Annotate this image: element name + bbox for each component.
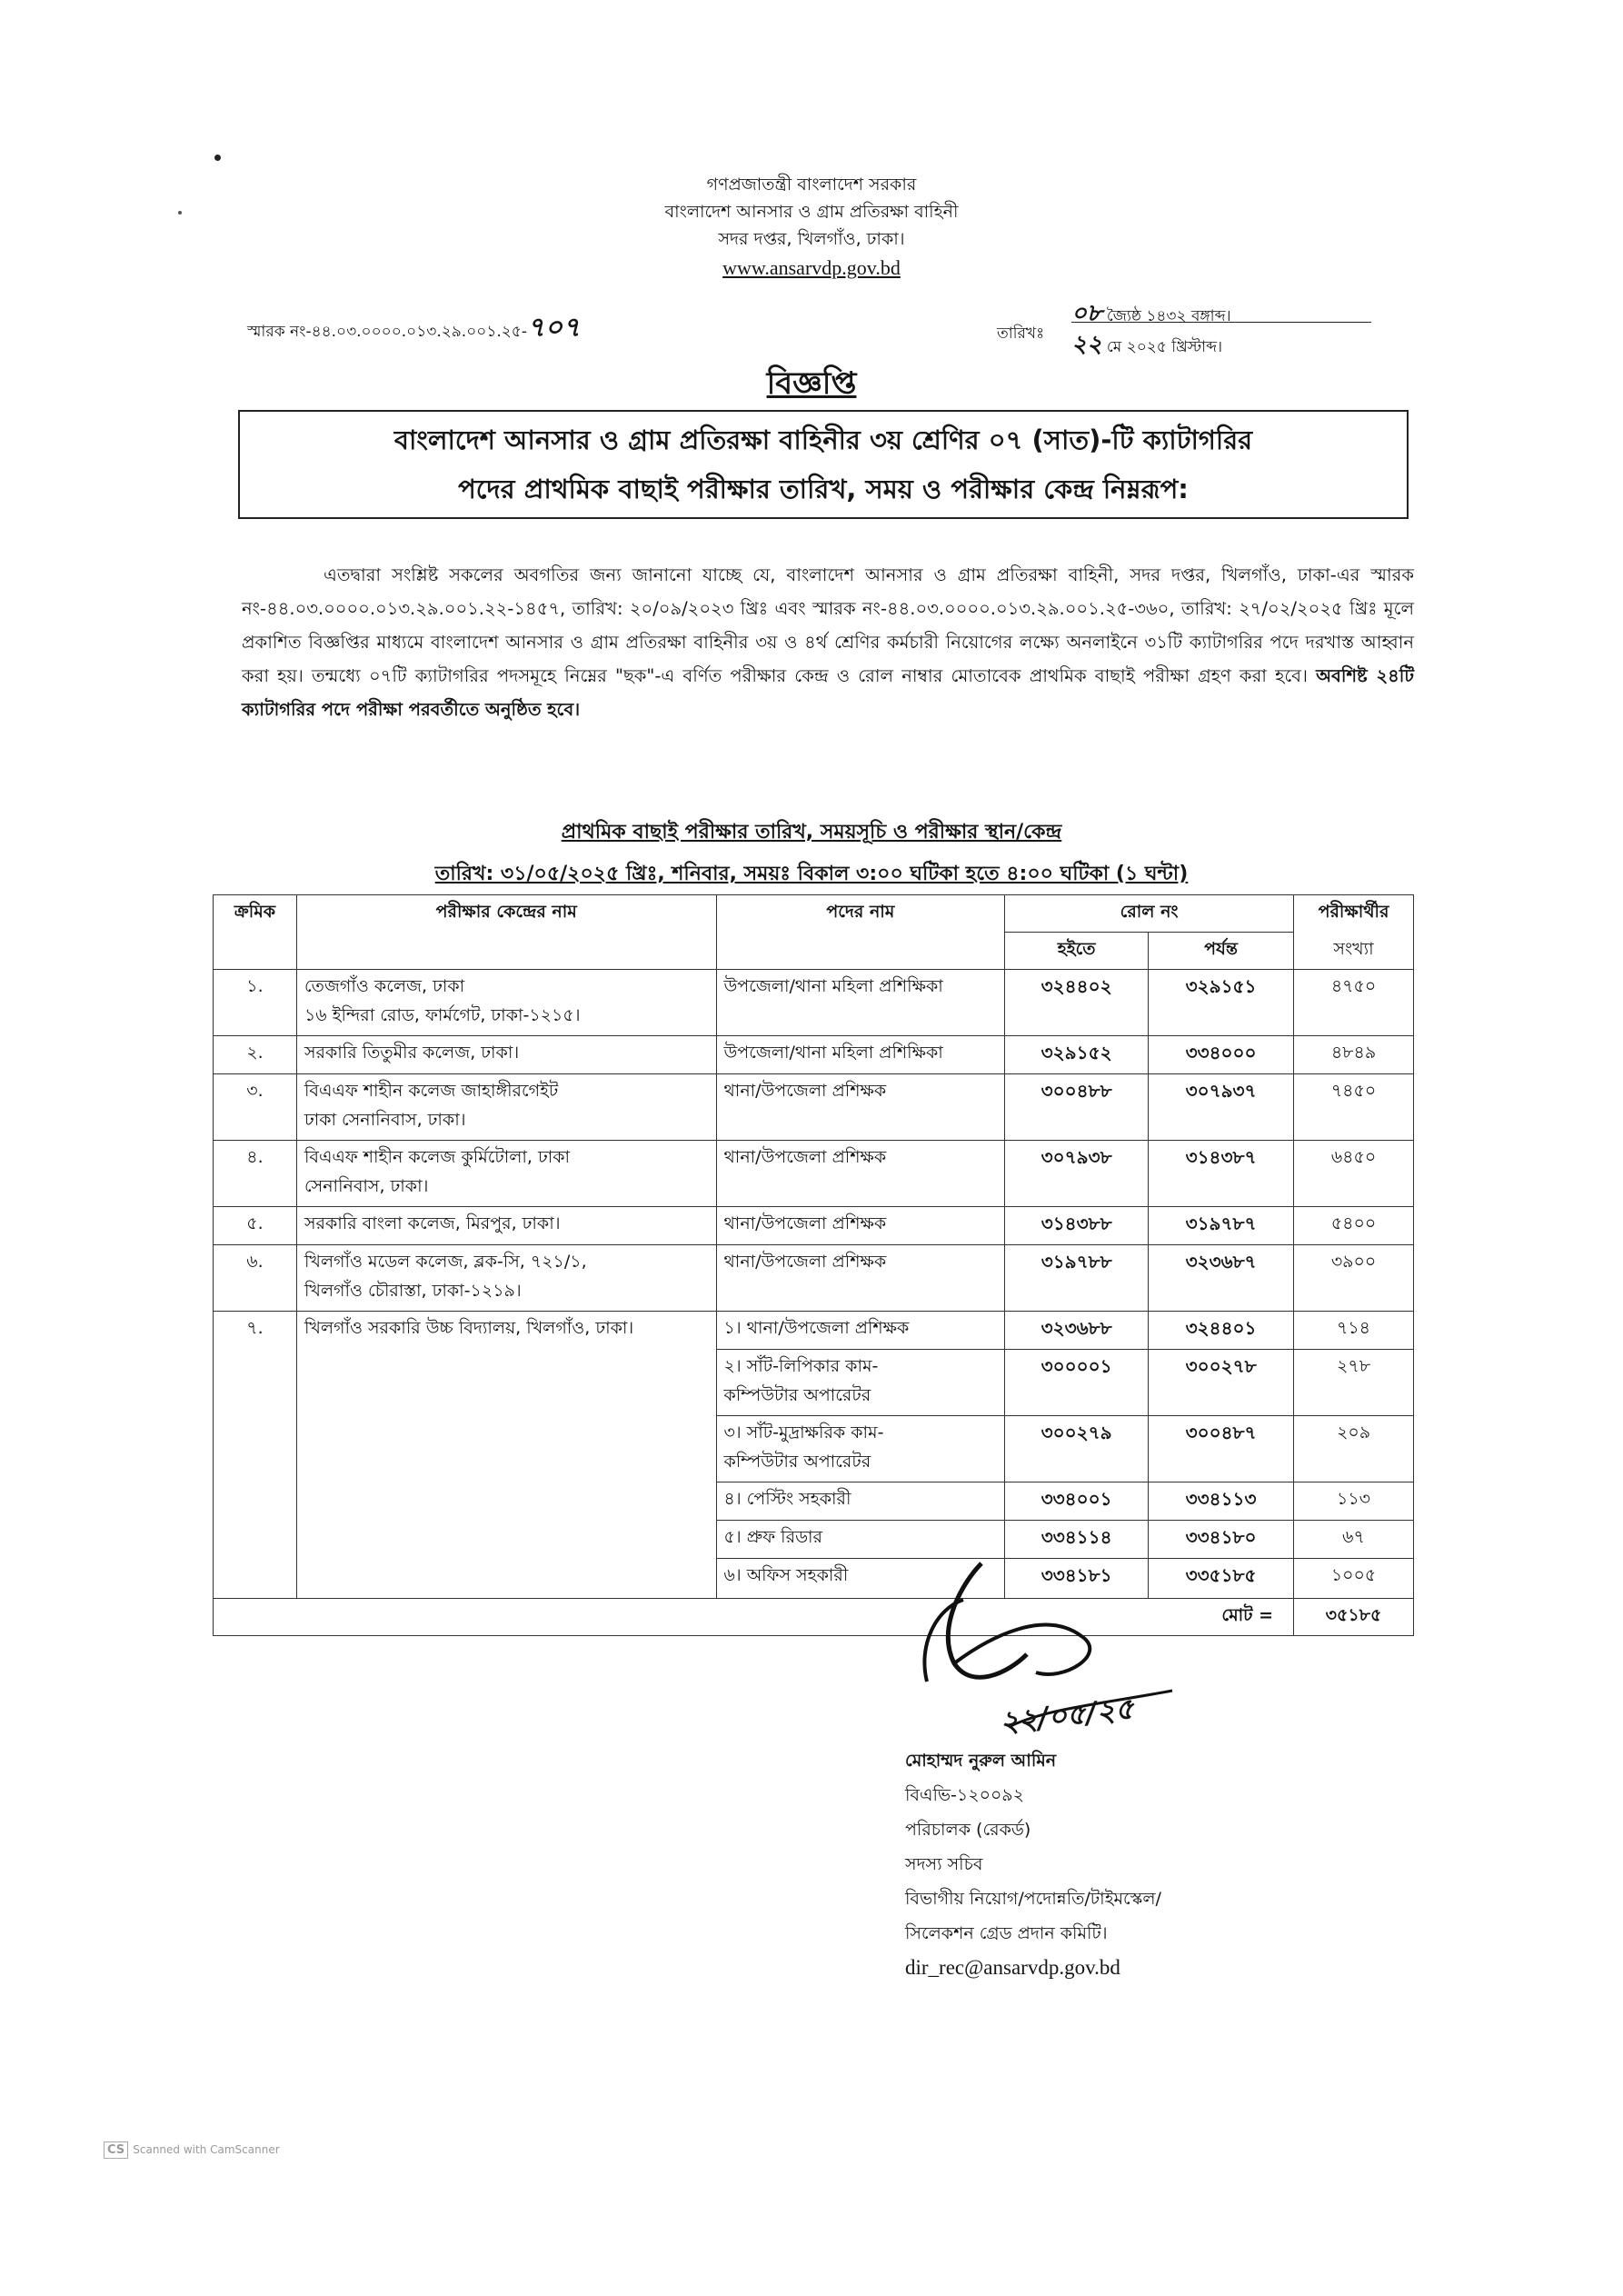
cell-post — [716, 1416, 1005, 1482]
center-line-2: সেনানিবাস, ঢাকা। — [304, 1176, 429, 1196]
th-center: পরীক্ষার কেন্দ্রের নাম — [296, 895, 716, 970]
cell-post: ৫। প্রুফ রিডার — [716, 1521, 1005, 1559]
th-roll: রোল নং — [1005, 895, 1294, 933]
cell-roll-from: ৩১৪৩৮৮ — [1005, 1207, 1149, 1245]
memo-number — [247, 305, 581, 352]
center-line-2: ঢাকা সেনানিবাস, ঢাকা। — [304, 1110, 466, 1130]
cell-roll-to: ৩০০২৭৮ — [1149, 1350, 1294, 1416]
cell-count: ১০০৫ — [1294, 1559, 1414, 1599]
scan-dot-small — [178, 211, 182, 215]
cell-count: ২৭৮ — [1294, 1350, 1414, 1416]
camscanner-logo: CS — [104, 2141, 128, 2159]
th-count-1: পরীক্ষার্থীর — [1294, 895, 1414, 933]
cell-roll-to: ৩১৪৩৮৭ — [1149, 1141, 1294, 1207]
signature-stroke-2 — [954, 1625, 1090, 1674]
cell-center — [296, 970, 716, 1036]
cell-roll-to: ৩৩৫১৮৫ — [1149, 1559, 1294, 1599]
signatory-email[interactable]: dir_rec@ansarvdp.gov.bd — [905, 1956, 1120, 1979]
signatory-name: মোহাম্মদ নুরুল আমিন — [905, 1751, 1057, 1771]
cell-count: ৬৪৫০ — [1294, 1141, 1414, 1207]
cell-roll-to: ৩২৪৪০১ — [1149, 1312, 1294, 1350]
cell-roll-from: ৩০০২৭৯ — [1005, 1416, 1149, 1482]
center-line-1: সরকারি বাংলা কলেজ, মিরপুর, ঢাকা। — [304, 1213, 561, 1233]
cell-serial: ৬. — [214, 1245, 297, 1312]
cell-post: থানা/উপজেলা প্রশিক্ষক — [716, 1074, 1005, 1141]
cell-roll-to: ৩২৯১৫১ — [1149, 970, 1294, 1036]
post-line-2: কম্পিউটার অপারেটর — [723, 1385, 871, 1405]
signatory-role: সদস্য সচিব — [905, 1854, 983, 1874]
center-line-1: খিলগাঁও মডেল কলেজ, ব্লক-সি, ৭২১/১, — [304, 1252, 587, 1272]
cell-count: ২০৯ — [1294, 1416, 1414, 1482]
schedule-title: প্রাথমিক বাছাই পরীক্ষার তারিখ, সময়সূচি ও পরীক্ষার স্থান/কেন্দ্র — [561, 821, 1062, 844]
cell-serial: ৫. — [214, 1207, 297, 1245]
cell-serial: ৭. — [214, 1312, 297, 1599]
cell-center — [296, 1036, 716, 1074]
exam-center-table — [213, 894, 1414, 1636]
th-count-2: সংখ্যা — [1294, 933, 1414, 970]
cell-roll-from: ৩৩৪১৮১ — [1005, 1559, 1149, 1599]
cell-roll-from: ৩৩৪১১৪ — [1005, 1521, 1149, 1559]
cell-count: ৪৮৪৯ — [1294, 1036, 1414, 1074]
date-bengali-rest: জ্যৈষ্ঠ ১৪৩২ বঙ্গাব্দ। — [1106, 307, 1231, 325]
date-english-rest: মে ২০২৫ খ্রিস্টাব্দ। — [1106, 338, 1223, 356]
notice-title-wrap — [0, 360, 1623, 412]
signatory-designation: পরিচালক (রেকর্ড) — [905, 1820, 1031, 1840]
cell-roll-to: ৩৩৪১১৩ — [1149, 1482, 1294, 1521]
center-line-2: ১৬ ইন্দিরা রোড, ফার্মগেট, ঢাকা-১২১৫। — [304, 1005, 581, 1025]
table-row — [214, 1074, 1414, 1141]
cell-count: ৬৭ — [1294, 1521, 1414, 1559]
cell-post: ৬। অফিস সহকারী — [716, 1559, 1005, 1599]
cell-roll-from: ৩২৪৪০২ — [1005, 970, 1149, 1036]
total-label: মোট = — [214, 1599, 1294, 1636]
boxed-heading-line-1: বাংলাদেশ আনসার ও গ্রাম প্রতিরক্ষা বাহিনীর ৩য় শ্রেণির ০৭ (সাত)-টি ক্যাটাগরির — [393, 424, 1253, 455]
post-line-2: কম্পিউটার অপারেটর — [723, 1452, 871, 1472]
cell-serial: ২. — [214, 1036, 297, 1074]
cell-roll-from: ৩৩৪০০১ — [1005, 1482, 1149, 1521]
table-row — [214, 1036, 1414, 1074]
cell-count: ৪৭৫০ — [1294, 970, 1414, 1036]
scanner-mark — [104, 2140, 280, 2159]
boxed-heading-line-2: পদের প্রাথমিক বাছাই পরীক্ষার তারিখ, সময় ও পরীক্ষার কেন্দ্র নিম্নরূপ: — [458, 474, 1189, 504]
header-line-2: বাংলাদেশ আনসার ও গ্রাম প্রতিরক্ষা বাহিনী — [664, 202, 959, 222]
date-bengali-day: ০৮ — [1071, 300, 1102, 327]
table-row — [214, 1245, 1414, 1312]
memo-handwritten-number: ৭০৭ — [526, 312, 581, 344]
date-block — [997, 294, 1379, 367]
cell-post: উপজেলা/থানা মহিলা প্রশিক্ষিকা — [716, 970, 1005, 1036]
cell-roll-from: ৩০৭৯৩৮ — [1005, 1141, 1149, 1207]
cell-center: খিলগাঁও সরকারি উচ্চ বিদ্যালয়, খিলগাঁও, ঢাকা। — [296, 1312, 716, 1599]
cell-count: ৭১৪ — [1294, 1312, 1414, 1350]
cell-center — [296, 1141, 716, 1207]
signatory-id: বিএভি-১২০০৯২ — [905, 1785, 1024, 1805]
cell-roll-to: ৩১৯৭৮৭ — [1149, 1207, 1294, 1245]
signatory-committee-2: সিলেকশন গ্রেড প্রদান কমিটি। — [905, 1923, 1108, 1943]
cell-serial: ৩. — [214, 1074, 297, 1141]
cell-roll-from: ৩০০০০১ — [1005, 1350, 1149, 1416]
post-line-1: ৩। সাঁট-মুদ্রাক্ষরিক কাম- — [723, 1423, 884, 1442]
date-label: তারিখঃ — [997, 324, 1045, 343]
header-line-1: গণপ্রজাতন্ত্রী বাংলাদেশ সরকার — [706, 175, 917, 195]
cell-post: থানা/উপজেলা প্রশিক্ষক — [716, 1245, 1005, 1312]
cell-serial: ৪. — [214, 1141, 297, 1207]
cell-center — [296, 1207, 716, 1245]
cell-count: ৫৪০০ — [1294, 1207, 1414, 1245]
cell-roll-to: ৩০০৪৮৭ — [1149, 1416, 1294, 1482]
cell-roll-from: ৩১৯৭৮৮ — [1005, 1245, 1149, 1312]
cell-roll-from: ৩২৯১৫২ — [1005, 1036, 1149, 1074]
table-total-row — [214, 1599, 1414, 1636]
cell-count: ৭৪৫০ — [1294, 1074, 1414, 1141]
cell-center — [296, 1245, 716, 1312]
header-website[interactable]: www.ansarvdp.gov.bd — [722, 256, 901, 279]
cell-count: ১১৩ — [1294, 1482, 1414, 1521]
cell-post: থানা/উপজেলা প্রশিক্ষক — [716, 1207, 1005, 1245]
cell-center — [296, 1074, 716, 1141]
signature-block — [905, 1743, 1161, 1985]
center-line-1: সরকারি তিতুমীর কলেজ, ঢাকা। — [304, 1043, 520, 1063]
date-divider — [1071, 322, 1371, 323]
center-line-1: তেজগাঁও কলেজ, ঢাকা — [304, 976, 465, 996]
th-post: পদের নাম — [716, 895, 1005, 970]
cell-roll-to: ৩৩৪১৮০ — [1149, 1521, 1294, 1559]
th-serial: ক্রমিক — [214, 895, 297, 970]
header-line-3: সদর দপ্তর, খিলগাঁও, ঢাকা। — [718, 229, 905, 249]
center-line-2: খিলগাঁও চৌরাস্তা, ঢাকা-১২১৯। — [304, 1281, 522, 1301]
table-row — [214, 1207, 1414, 1245]
cell-post — [716, 1350, 1005, 1416]
cell-serial: ১. — [214, 970, 297, 1036]
th-to: পর্যন্ত — [1149, 933, 1294, 970]
date-english-day: ২২ — [1071, 331, 1102, 358]
post-line-1: ২। সাঁট-লিপিকার কাম- — [723, 1356, 879, 1376]
schedule-datetime: তারিখ: ৩১/০৫/২০২৫ খ্রিঃ, শনিবার, সময়ঃ বিকাল ৩:০০ ঘটিকা হতে ৪:০০ ঘটিকা (১ ঘন্টা) — [434, 863, 1189, 885]
table-row — [214, 1141, 1414, 1207]
cell-roll-to: ৩৩৪০০০ — [1149, 1036, 1294, 1074]
cell-post: উপজেলা/থানা মহিলা প্রশিক্ষিকা — [716, 1036, 1005, 1074]
signatory-committee-1: বিভাগীয় নিয়োগ/পদোন্নতি/টাইমস্কেল/ — [905, 1889, 1161, 1909]
scan-dot — [214, 155, 221, 161]
cell-roll-from: ৩০০৪৮৮ — [1005, 1074, 1149, 1141]
scanned-with-text: Scanned with CamScanner — [133, 2143, 280, 2156]
table-row — [214, 1312, 1414, 1350]
center-line-1: বিএএফ শাহীন কলেজ জাহাঙ্গীরগেইট — [304, 1081, 559, 1101]
signature-handwritten-date: ২২/০৫/২৫ — [998, 1691, 1136, 1740]
boxed-heading — [238, 410, 1409, 519]
cell-roll-to: ৩০৭৯৩৭ — [1149, 1074, 1294, 1141]
body-text: এতদ্বারা সংশ্লিষ্ট সকলের অবগতির জন্য জানানো যাচ্ছে যে, বাংলাদেশ আনসার ও গ্রাম প্রতিরক্ষা বাহিনী, সদর দপ্তর, খিলগাঁও, ঢাকা-এর স্মারক নং-৪৪.০৩.০০০০.০১৩.২৯.০০১.২২-১৪৫৭, তারিখ: ২০/০৯/২০২৩ খ্রিঃ এবং স্মারক নং-৪৪.০৩.০০০০.০১৩.২৯.০০১.২৫-৩৬০, তারিখ: ২৭/০২/২০২৫ খ্রিঃ মূলে প্রকাশিত বিজ্ঞপ্তির মাধ্যমে বাংলাদেশ আনসার ও গ্রাম প্রতিরক্ষা বাহিনীর ৩য় ও ৪র্থ শ্রেণির কর্মচারী নিয়োগের লক্ষ্যে অনলাইনে ৩১টি ক্যাটাগরির পদে দরখাস্ত আহ্বান করা হয়। তন্মধ্যে ০৭টি ক্যাটাগরির পদসমূহে নিম্নের "ছক"-এ বর্ণিত পরীক্ষার কেন্দ্র ও রোল নাম্বার মোতাবেক প্রাথমিক বাছাই পরীক্ষা গ্রহণ করা হবে। — [242, 564, 1414, 686]
th-from: হইতে — [1005, 933, 1149, 970]
memo-prefix: স্মারক নং-৪৪.০৩.০০০০.০১৩.২৯.০০১.২৫- — [247, 323, 527, 341]
cell-count: ৩৯০০ — [1294, 1245, 1414, 1312]
cell-post: ১। থানা/উপজেলা প্রশিক্ষক — [716, 1312, 1005, 1350]
cell-roll-from: ৩২৩৬৮৮ — [1005, 1312, 1149, 1350]
center-line-1: বিএএফ শাহীন কলেজ কুর্মিটোলা, ঢাকা — [304, 1147, 571, 1167]
cell-post: ৪। পেস্টিং সহকারী — [716, 1482, 1005, 1521]
total-value: ৩৫১৮৫ — [1294, 1599, 1414, 1636]
notice-title: বিজ্ঞপ্তি — [766, 365, 857, 402]
body-bold-text: অবশিষ্ট ২৪টি ক্যাটাগরির পদে পরীক্ষা পরবর্তীতে অনুষ্ঠিত হবে। — [242, 665, 1414, 720]
table-header-row-1 — [214, 895, 1414, 933]
cell-post: থানা/উপজেলা প্রশিক্ষক — [716, 1141, 1005, 1207]
cell-roll-to: ৩২৩৬৮৭ — [1149, 1245, 1294, 1312]
body-paragraph — [242, 558, 1414, 726]
table-row — [214, 970, 1414, 1036]
